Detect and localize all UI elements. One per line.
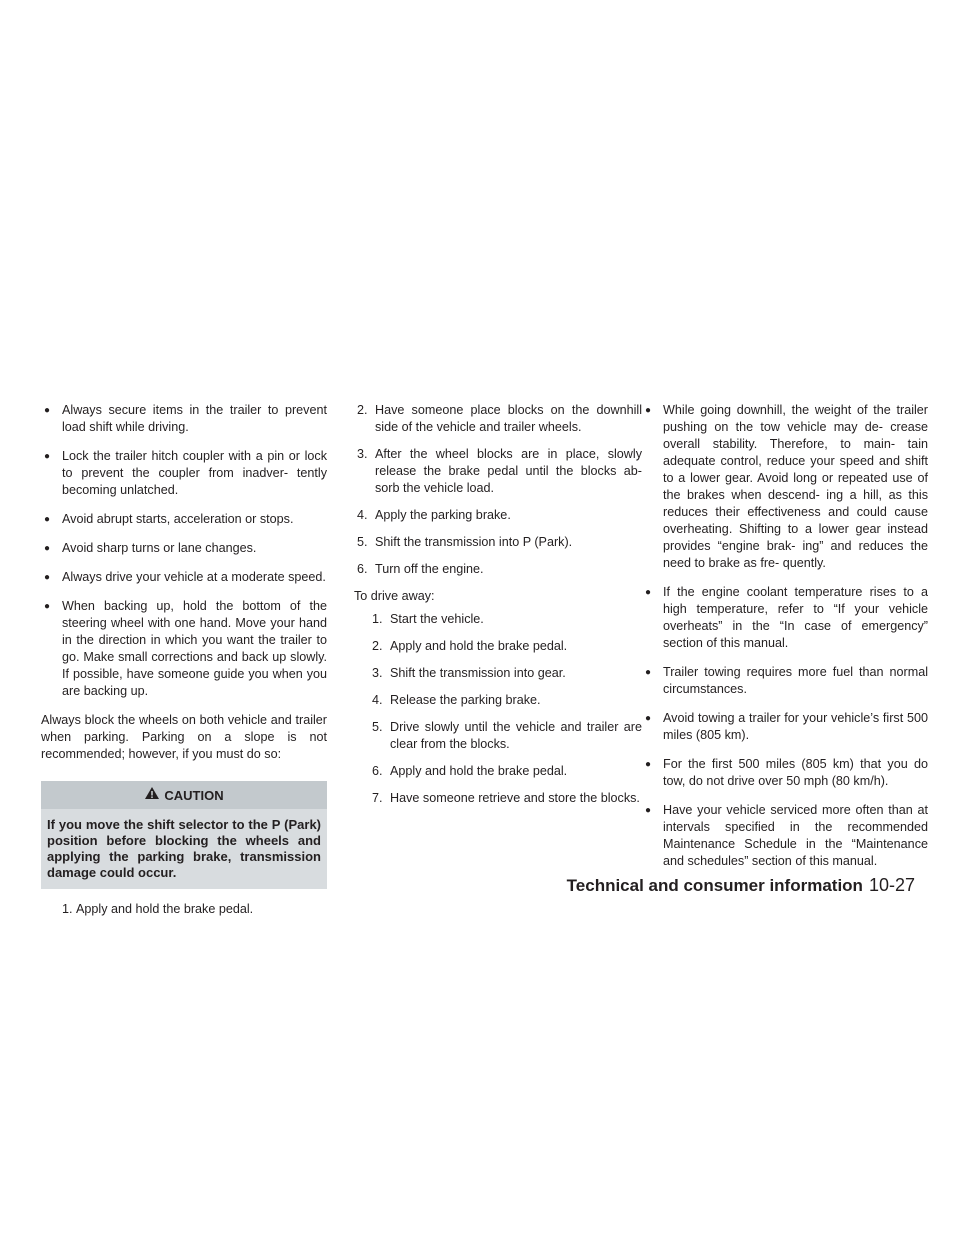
step-text: Start the vehicle. bbox=[390, 612, 484, 626]
drive-step-item bbox=[356, 719, 642, 753]
drive-step-item bbox=[356, 790, 642, 807]
step-item bbox=[356, 446, 642, 497]
column-3 bbox=[642, 402, 928, 882]
bullet-item: ● Trailer towing requires more fuel than normal circumstances. bbox=[642, 664, 928, 698]
bullet-item: ● When backing up, hold the bottom of the steering wheel with one hand. Move your hand in the direction in which you want the trailer to go. Make small corrections and back up slowly. If possible, have someone guide you when you are backing up. bbox=[41, 598, 327, 700]
step-text: Shift the transmission into P (Park). bbox=[375, 535, 573, 549]
step-item bbox=[356, 561, 642, 578]
bullet-item: ● If the engine coolant temperature rises to a high temperature, refer to “If your vehicle overheats” in the “In case of emergency” section of this manual. bbox=[642, 584, 928, 652]
caution-box bbox=[41, 781, 327, 889]
caution-header bbox=[41, 781, 327, 809]
step-number: 1. bbox=[372, 612, 383, 626]
step-item bbox=[356, 534, 642, 551]
bullet-item: ● Lock the trailer hitch coupler with a pin or lock to prevent the coupler from inadver- tently becoming unlatched. bbox=[41, 448, 327, 499]
step-text: Shift the transmission into gear. bbox=[390, 666, 566, 680]
caution-title: CAUTION bbox=[164, 787, 224, 803]
step-text: After the wheel blocks are in place, slowly release the brake pedal until the blocks ab- sorb the vehicle load. bbox=[375, 447, 642, 495]
step-number: 5. bbox=[372, 720, 383, 734]
step-number: 4. bbox=[357, 508, 368, 522]
step-number: 3. bbox=[372, 666, 383, 680]
warning-icon bbox=[144, 786, 160, 804]
step-text: Release the parking brake. bbox=[390, 693, 541, 707]
step-item bbox=[41, 901, 327, 918]
drive-away-label: To drive away: bbox=[354, 589, 435, 603]
step-text: Apply and hold the brake pedal. bbox=[390, 764, 568, 778]
step-text: Have someone place blocks on the downhill side of the vehicle and trailer wheels. bbox=[375, 403, 642, 434]
step-number: 4. bbox=[372, 693, 383, 707]
step-text: Turn off the engine. bbox=[375, 562, 484, 576]
step-item bbox=[356, 507, 642, 524]
step-text: Apply the parking brake. bbox=[375, 508, 511, 522]
drive-step-item bbox=[356, 665, 642, 682]
bullet-item: ● Always drive your vehicle at a moderate speed. bbox=[41, 569, 327, 586]
column-1 bbox=[41, 402, 327, 928]
drive-step-item bbox=[356, 692, 642, 709]
caution-text: If you move the shift selector to the P (Park) position before blocking the wheels and applying the parking brake, transmission damage could occur. bbox=[47, 817, 321, 880]
drive-step-item bbox=[356, 638, 642, 655]
step-item bbox=[356, 402, 642, 436]
column-2 bbox=[356, 402, 642, 817]
section-title: Technical and consumer information bbox=[566, 876, 863, 895]
bullet-item: ● For the first 500 miles (805 km) that you do tow, do not drive over 50 mph (80 km/h). bbox=[642, 756, 928, 790]
step-number: 2. bbox=[357, 403, 368, 417]
step-number: 5. bbox=[357, 535, 368, 549]
step-text: Have someone retrieve and store the blocks. bbox=[390, 791, 640, 805]
step-text: Apply and hold the brake pedal. bbox=[390, 639, 568, 653]
page-footer bbox=[567, 875, 915, 896]
step-number: 2. bbox=[372, 639, 383, 653]
bullet-item: ● Have your vehicle serviced more often than at intervals specified in the recommended Maintenance Schedule in the “Maintenance and schedules” section of this manual. bbox=[642, 802, 928, 870]
step-number: 7. bbox=[372, 791, 383, 805]
bullet-item: ● Always secure items in the trailer to prevent load shift while driving. bbox=[41, 402, 327, 436]
bullet-item: ● Avoid abrupt starts, acceleration or stops. bbox=[41, 511, 327, 528]
step-text: Drive slowly until the vehicle and trailer are clear from the blocks. bbox=[390, 720, 642, 751]
step-number: 6. bbox=[357, 562, 368, 576]
bullet-item: ● While going downhill, the weight of the trailer pushing on the tow vehicle may de- crease overall stability. Therefore, to main- tain adequate control, reduce your speed and shift to a lower gear. Avoid long or repeated use of the brakes when descend- ing a hill, as this reduces their effectiveness and could cause overheating. Shifting to a lower gear instead provides “engine brak- ing” and reduces the need to brake as fre- quently. bbox=[642, 402, 928, 572]
step-text: Apply and hold the brake pedal. bbox=[76, 902, 254, 916]
bullet-item: ● Avoid sharp turns or lane changes. bbox=[41, 540, 327, 557]
parking-paragraph: Always block the wheels on both vehicle and trailer when parking. Parking on a slope is not recommended; however, if you must do so: bbox=[41, 713, 327, 761]
bullet-item: ● Avoid towing a trailer for your vehicle’s first 500 miles (805 km). bbox=[642, 710, 928, 744]
step-number: 6. bbox=[372, 764, 383, 778]
step-number: 3. bbox=[357, 447, 368, 461]
drive-step-item bbox=[356, 611, 642, 628]
page-number: 10-27 bbox=[868, 875, 915, 895]
step-number: 1. bbox=[62, 902, 73, 916]
drive-step-item bbox=[356, 763, 642, 780]
